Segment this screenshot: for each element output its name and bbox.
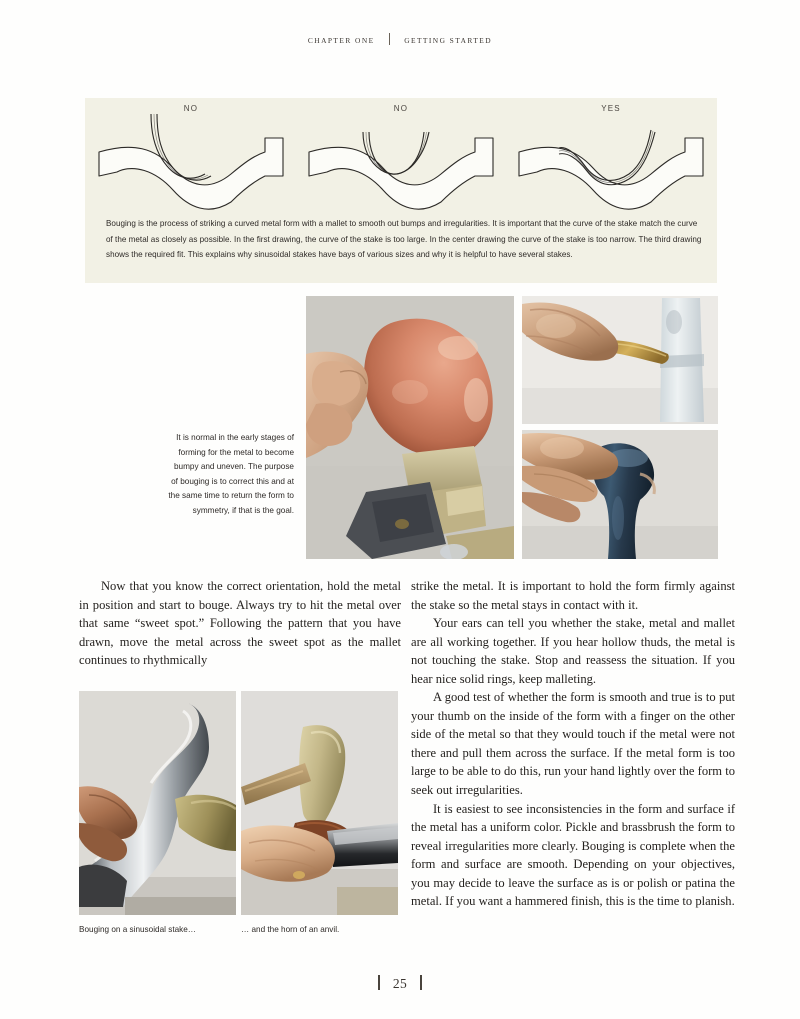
- running-head-section: GETTING STARTED: [404, 36, 493, 45]
- diagram-caption: Bouging is the process of striking a curved metal form with a mallet to smooth out bumps and irregularities. It is important that the curve of the stake match the curve of the metal as closely as possible. In the first drawing, the curve of the stake is too large. In the center drawing the curve of the stake is too narrow. The third drawing shows the required fit. This explains why sinusoidal stakes have bays of various sizes and why it is helpful to have several stakes.: [106, 219, 702, 260]
- photo-mallet: [522, 296, 718, 424]
- stake-curve-too-narrow-icon: [303, 112, 499, 212]
- photo-sinusoidal-stake-image: [79, 691, 236, 915]
- side-caption: It is normal in the early stages of forming for the metal to become bumpy and uneven. The purpose of bouging is to correct this and at the same time to return the form to symmetry, if that is the goal.: [168, 433, 294, 515]
- photo-anvil-horn: [241, 691, 398, 915]
- diagram-figure-label: NO: [183, 104, 199, 113]
- photo-caption-anvil: … and the horn of an anvil.: [241, 925, 340, 934]
- folio: [0, 975, 800, 992]
- diagram-figure-yes: [513, 100, 709, 218]
- running-head: [0, 33, 800, 45]
- paragraph: Now that you know the correct orientation, hold the metal in position and start to bouge. Always try to hit the metal over that same “sweet spot.” Following the pattern that you have drawn, move the metal across the sweet spot as the mallet continues to rhythmically: [79, 579, 401, 668]
- diagram-figure-no-1: [93, 100, 289, 218]
- paragraph: strike the metal. It is important to hold the form firmly against the stake so the metal stays in contact with it.: [411, 579, 735, 612]
- photo-stake-grip: [522, 430, 718, 559]
- running-head-chapter: CHAPTER ONE: [307, 36, 375, 45]
- photo-anvil-horn-image: [241, 691, 398, 915]
- running-head-divider: [389, 33, 390, 45]
- photo-mallet-image: [522, 296, 718, 424]
- stake-curve-too-large-icon: [93, 112, 289, 212]
- photo-stake-grip-image: [522, 430, 718, 559]
- folio-rule-right: [420, 975, 421, 990]
- page-number: 25: [392, 976, 408, 991]
- body-column-left: [79, 577, 401, 670]
- stake-curve-correct-fit-icon: [513, 112, 709, 212]
- photo-caption-sinusoidal: Bouging on a sinusoidal stake…: [79, 925, 196, 934]
- body-column-right: [411, 577, 735, 911]
- photo-copper-form-image: [306, 296, 514, 559]
- diagram-figure-label: NO: [393, 104, 409, 113]
- diagram-figure-label: YES: [601, 104, 621, 113]
- paragraph: A good test of whether the form is smooth and true is to put your thumb on the inside of the form with a finger on the other side of the metal so that they would touch if the metal were not there and pull them across the surface. If the metal form is too large to be able to do this, run your hand lightly over the form to seek out irregularities.: [411, 690, 735, 798]
- folio-rule-left: [378, 975, 379, 990]
- photo-copper-form: [306, 296, 514, 559]
- diagram-figure-row: [85, 98, 717, 218]
- paragraph: Your ears can tell you whether the stake, metal and mallet are all working together. If you hear hollow thuds, the metal is not touching the stake. Stop and reassess the situation. If you hear nice solid rings, keep malleting.: [411, 616, 735, 686]
- photo-sinusoidal-stake: [79, 691, 236, 915]
- diagram-panel: [85, 98, 717, 283]
- diagram-figure-no-2: [303, 100, 499, 218]
- paragraph: It is easiest to see inconsistencies in the form and surface if the metal has a uniform color. Pickle and brassbrush the form to reveal irregularities more clearly. Bouging is complete when the form and surface are smooth. Depending on your objectives, you may decide to leave the surface as is or polish or patina the metal. If you want a hammered finish, this is the time to planish.: [411, 801, 735, 909]
